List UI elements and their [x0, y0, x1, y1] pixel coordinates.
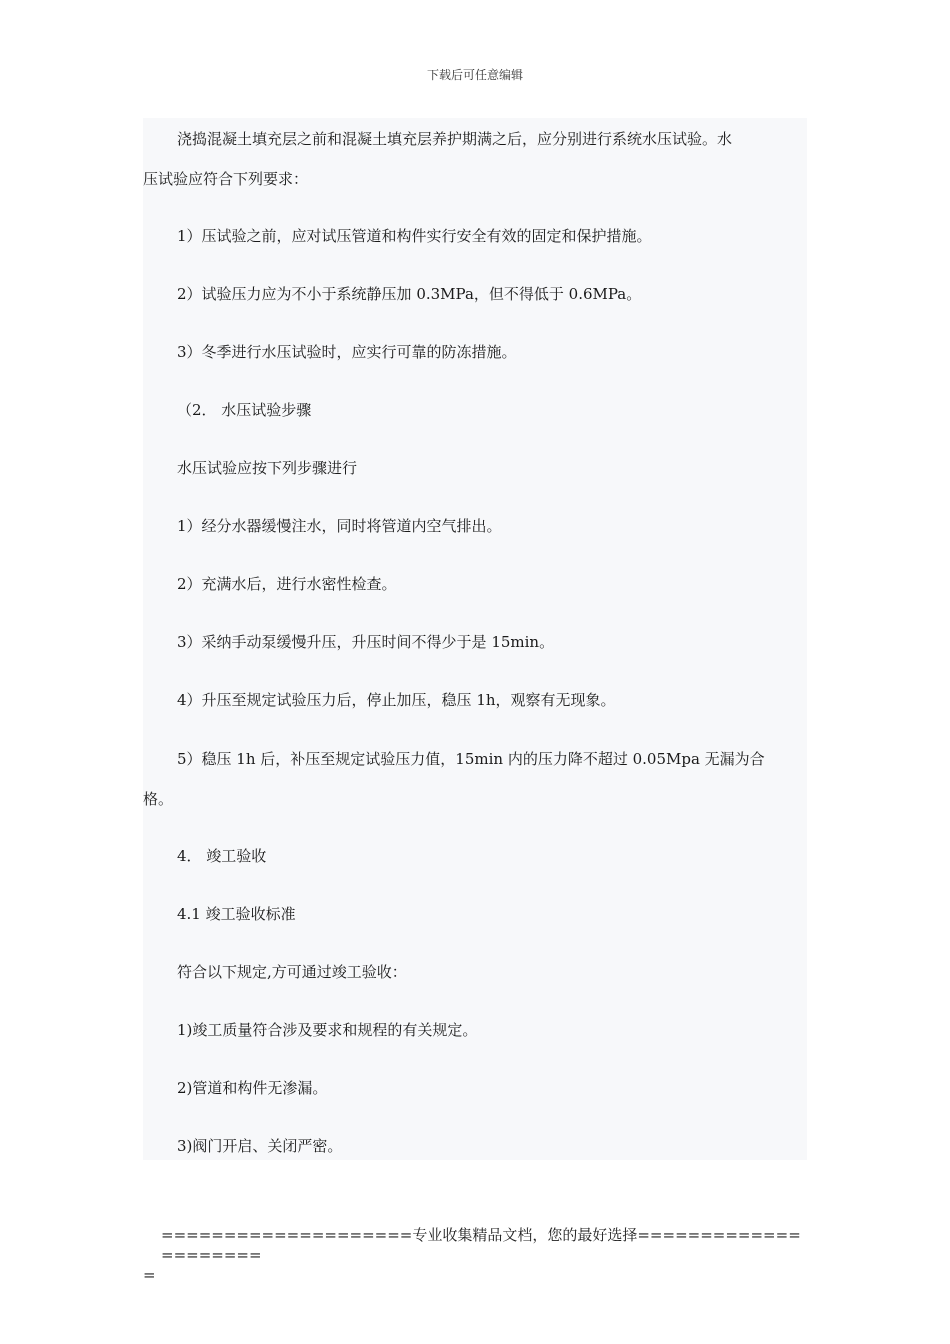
- step-4: 4）升压至规定试验压力后，停止加压，稳压 1h，观察有无现象。: [177, 691, 616, 709]
- acceptance-item-1: 1)竣工质量符合涉及要求和规程的有关规定。: [177, 1021, 478, 1039]
- intro-paragraph-line-2: 压试验应符合下列要求：: [143, 170, 309, 188]
- step-3: 3）采纳手动泵缓慢升压，升压时间不得少于是 15min。: [177, 633, 555, 651]
- page-header: 下载后可任意编辑: [426, 68, 523, 82]
- step-5-line-1: 5）稳压 1h 后，补压至规定试验压力值，15min 内的压力降不超过 0.05Mpa 无漏为合: [177, 750, 765, 768]
- step-2: 2）充满水后，进行水密性检查。: [177, 575, 397, 593]
- intro-paragraph-line-1: 浇捣混凝土填充层之前和混凝土填充层养护期满之后，应分别进行系统水压试验。水: [177, 130, 733, 148]
- steps-intro: 水压试验应按下列步骤进行: [177, 459, 358, 477]
- requirement-1: 1）压试验之前，应对试压管道和构件实行安全有效的固定和保护措施。: [177, 227, 652, 245]
- step-5-line-2: 格。: [143, 790, 174, 808]
- requirement-2: 2）试验压力应为不小于系统静压加 0.3MPa，但不得低于 0.6MPa。: [177, 285, 642, 303]
- footer-line-2: =: [143, 1266, 156, 1284]
- acceptance-item-2: 2)管道和构件无渗漏。: [177, 1079, 328, 1097]
- step-1: 1）经分水器缓慢注水，同时将管道内空气排出。: [177, 517, 502, 535]
- page-footer: [143, 1225, 807, 1285]
- document-body: [143, 118, 807, 1160]
- acceptance-item-3: 3)阀门开启、关闭严密。: [177, 1137, 343, 1155]
- footer-line-1: ====================专业收集精品文档，您的最好选择=====================: [161, 1226, 801, 1264]
- section-heading-2: （2． 水压试验步骤: [177, 401, 312, 419]
- section-heading-4: 4． 竣工验收: [177, 847, 267, 865]
- requirement-3: 3）冬季进行水压试验时，应实行可靠的防冻措施。: [177, 343, 517, 361]
- section-heading-4-1: 4.1 竣工验收标准: [177, 905, 296, 923]
- acceptance-intro: 符合以下规定,方可通过竣工验收：: [177, 963, 407, 981]
